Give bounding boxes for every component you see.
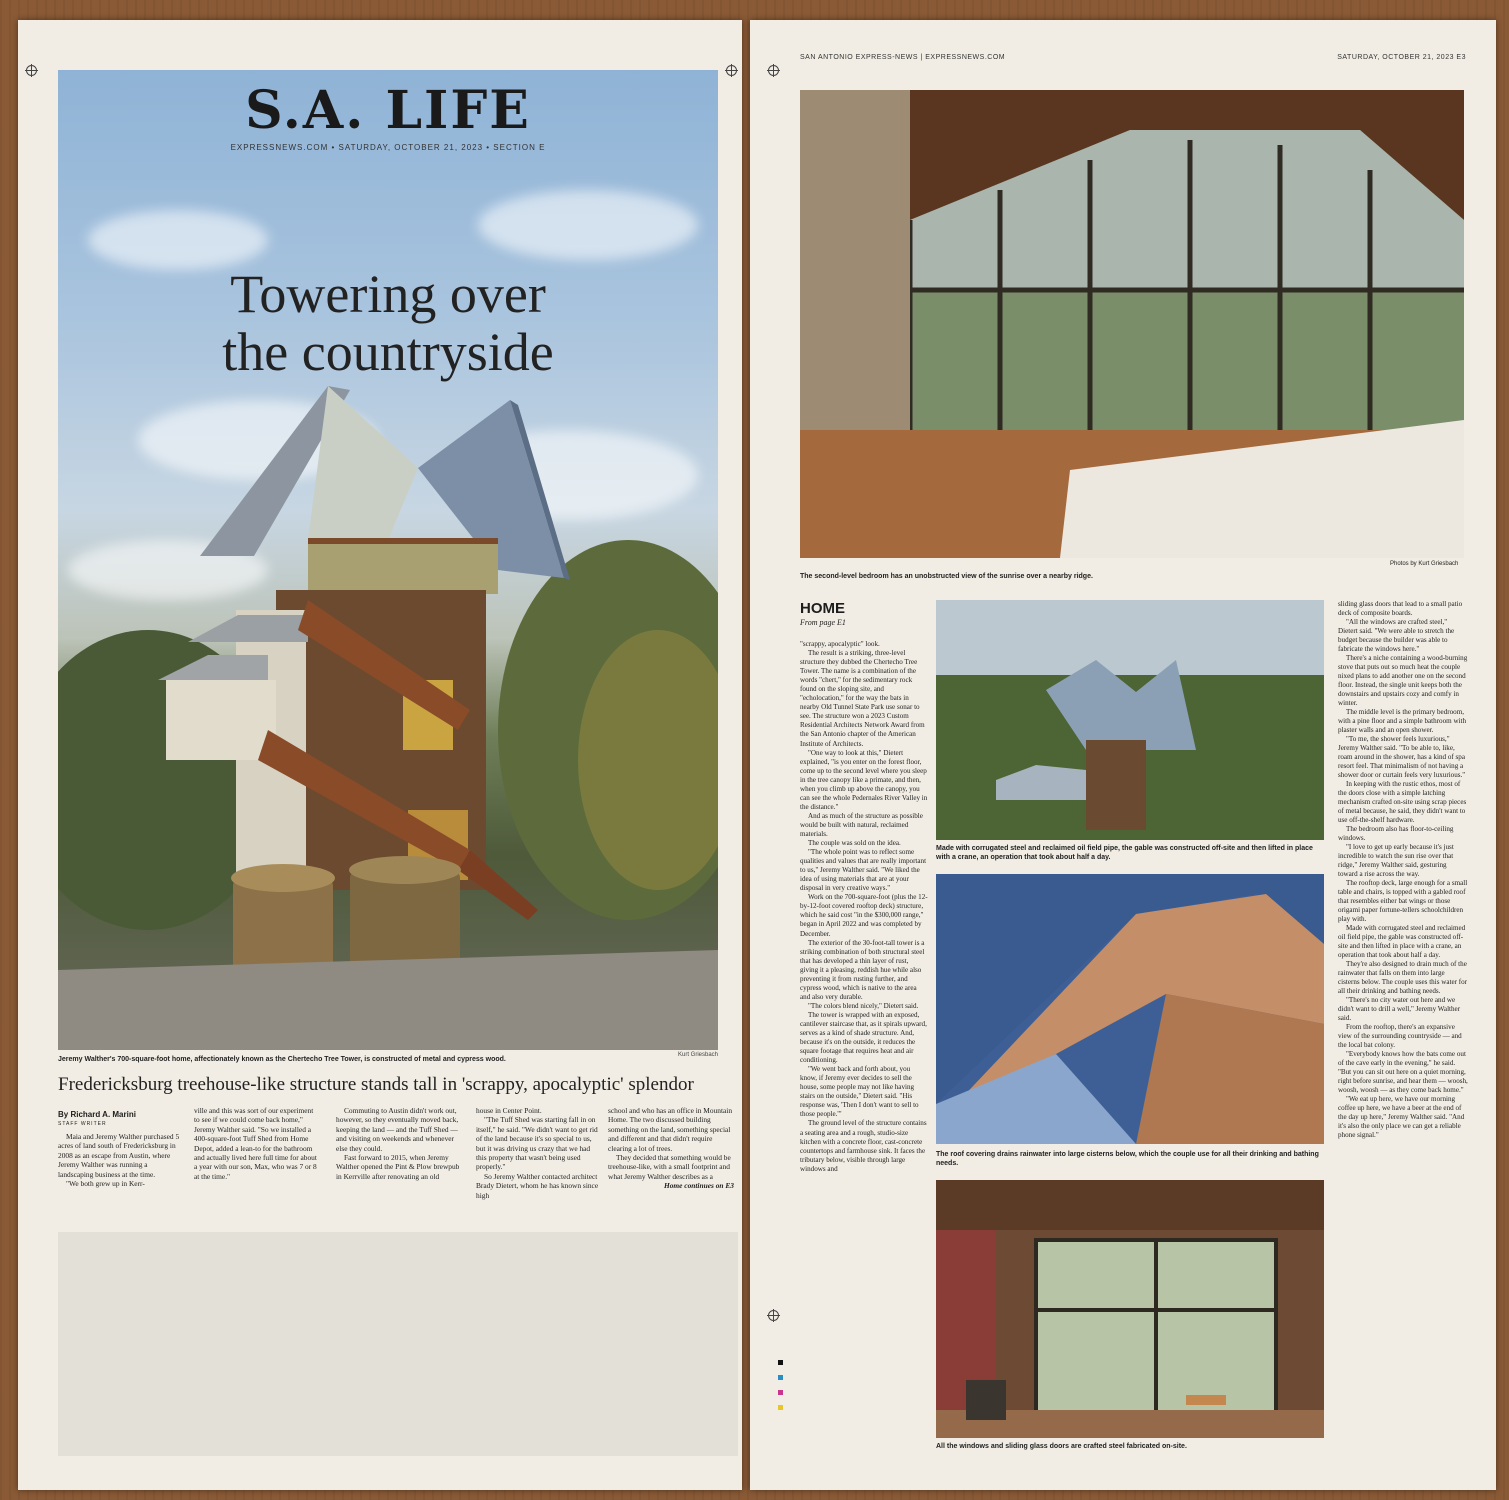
article-column-right bbox=[1338, 600, 1468, 1140]
paragraph: "The colors blend nicely," Dietert said. bbox=[808, 1001, 919, 1010]
color-bar-magenta bbox=[778, 1390, 783, 1395]
paragraph: In keeping with the rustic ethos, most of the doors close with a simple latching mechanism crafted on-site using scrap pieces of metal because, he said, they didn't want to use off-the-shelf hardware. bbox=[1338, 780, 1467, 824]
paragraph: "There's no city water out here and we didn't want to drill a well," Jeremy Walther said. bbox=[1338, 996, 1461, 1022]
section-title: S.A. LIFE bbox=[245, 80, 531, 141]
paragraph: "All the windows are crafted steel," Dietert said. "We were able to stretch the budget because the builder was able to fabricate the windows here." bbox=[1338, 618, 1455, 653]
paragraph: The ground level of the structure contains a seating area and a rough, studio-size kitchen with a concrete floor, cast-concrete countertops and farmhouse sink. It faces the tributary below, visible through large windows and bbox=[800, 1119, 927, 1173]
paragraph: "The Tuff Shed was starting fall in on itself," he said. "We didn't want to get rid of the land because it's so special to us, but it was driving us crazy that we had this property that wasn't being used properly." bbox=[476, 1115, 598, 1172]
paragraph: "We both grew up in Kerr- bbox=[66, 1179, 145, 1189]
blank-ad-space bbox=[58, 1232, 738, 1456]
paragraph: From the rooftop, there's an expansive view of the surrounding countryside — and the local bat colony. bbox=[1338, 1023, 1462, 1049]
byline: By Richard A. Marini bbox=[58, 1110, 136, 1119]
article-column-4 bbox=[476, 1106, 602, 1200]
cover-photo bbox=[58, 70, 718, 1050]
from-page-label: From page E1 bbox=[800, 618, 846, 627]
left-newspaper-page bbox=[18, 20, 742, 1490]
paragraph: Commuting to Austin didn't work out, however, so they eventually moved back, keeping the land — and the Tuff Shed — and visiting on weekends and whenever else they could. bbox=[336, 1106, 459, 1153]
paragraph: The result is a striking, three-level structure they dubbed the Chertecho Tree Tower. The name is a combination of the words "chert," for the sedimentary rock found on the sloping site, and "echolocation," for the way the bats in nearby Old Tunnel State Park use sonar to see. The structure won a 2023 Custom Residential Architects Network Award from the San Antonio chapter of the American Institute of Architects. bbox=[800, 649, 925, 748]
tower-aerial-photo bbox=[936, 600, 1324, 840]
paragraph: house in Center Point. bbox=[476, 1106, 542, 1115]
color-bar-black bbox=[778, 1360, 783, 1365]
photo-credit: Kurt Griesbach bbox=[678, 1052, 719, 1058]
photo-caption: Jeremy Walther's 700-square-foot home, affectionately known as the Chertecho Tree Tower, is constructed of metal and cypress wood. bbox=[58, 1056, 506, 1063]
subhead: Fredericksburg treehouse-like structure stands tall in 'scrappy, apocalyptic' splendor bbox=[58, 1074, 694, 1095]
color-bar-yellow bbox=[778, 1405, 783, 1410]
paragraph: The tower is wrapped with an exposed, cantilever staircase that, as it spirals upward, serves as a kind of shade structure. And, because it's on the outside, it reduces the square footage that requires heat and air conditioning. bbox=[800, 1010, 927, 1065]
roof-underside-photo bbox=[936, 874, 1324, 1144]
paragraph: Fast forward to 2015, when Jeremy Walther opened the Pint & Plow brewpub in Kerrville after renovating an old bbox=[336, 1153, 460, 1181]
registration-mark bbox=[768, 65, 779, 76]
paragraph: The exterior of the 30-foot-tall tower is a striking combination of both structural steel that has developed a thin layer of rust, giving it a pleasing, reddish hue while also preventing it from rusting further, and cypress wood, which is native to the area and also very durable. bbox=[800, 938, 925, 1001]
paragraph: The bedroom also has floor-to-ceiling windows. bbox=[1338, 825, 1454, 842]
paragraph: "scrappy, apocalyptic" look. bbox=[800, 640, 880, 648]
masthead bbox=[58, 70, 718, 152]
page-header-left: SAN ANTONIO EXPRESS-NEWS | EXPRESSNEWS.COM bbox=[800, 54, 1006, 61]
paragraph: "We eat up here, we have our morning coffee up here, we have a beer at the end of the day up here," Jeremy Walther said. "And it's also the only place we can get a reliable phone signal." bbox=[1338, 1095, 1465, 1139]
paragraph: school and who has an office in Mountain Home. The two discussed building something on the land, something special and different and that didn't require clearing a lot of trees. bbox=[608, 1106, 733, 1153]
paragraph: "I love to get up early because it's just incredible to watch the sun rise over that ridge," Jeremy Walther said, gesturing toward a rise across the way. bbox=[1338, 843, 1454, 878]
paragraph: ville and this was sort of our experiment to see if we could come back home," Jeremy Walther said. "So we installed a 400-square-foot Tuff Shed from Home Depot, added a lean-to for the bathroom and actually lived here full time for about a year with our son, Max, who was 7 or 8 at the time." bbox=[194, 1106, 317, 1181]
paragraph: They decided that something would be treehouse-like, with a small footprint and what Jeremy Walther describes as a bbox=[608, 1153, 731, 1181]
byline-role: STAFF WRITER bbox=[58, 1121, 107, 1127]
paragraph: "One way to look at this," Dietert explained, "is you enter on the forest floor, come up to the second level where you sleep in the tree canopy like a primate, and then, when you climb up above the canopy, you can see the whole Pedernales River Valley in the distance." bbox=[800, 748, 928, 811]
article-column-3 bbox=[336, 1106, 462, 1181]
headline-line-1: Towering over bbox=[230, 264, 546, 324]
headline-line-2: the countryside bbox=[222, 322, 554, 382]
headline bbox=[58, 265, 718, 381]
article-column-1 bbox=[58, 1132, 184, 1188]
paragraph: "Everybody knows how the bats come out of the cave early in the evening," he said. "But you can sit out here on a quiet morning, right before sunrise, and hear them — woosh, woosh, woosh — as they come back home." bbox=[1338, 1050, 1468, 1094]
paragraph: The rooftop deck, large enough for a small table and chairs, is topped with a gabled roof that resembles either bat wings or those origami paper fortune-tellers schoolchildren play with. bbox=[1338, 879, 1468, 923]
page-header-right: SATURDAY, OCTOBER 21, 2023 E3 bbox=[1337, 54, 1466, 61]
registration-mark bbox=[26, 65, 37, 76]
tower-house-illustration bbox=[58, 70, 718, 1050]
paragraph: So Jeremy Walther contacted architect Brady Dietert, whom he has known since high bbox=[476, 1171, 599, 1200]
registration-mark bbox=[768, 1310, 779, 1321]
photo-credit: Photos by Kurt Griesbach bbox=[1390, 561, 1459, 567]
living-room-photo bbox=[936, 1180, 1324, 1438]
paragraph: "The whole point was to reflect some qualities and values that are really important to us," Jeremy Walther said. "We liked the idea of using materials that are at your disposal in very creative ways." bbox=[800, 848, 927, 893]
paragraph: Made with corrugated steel and reclaimed oil field pipe, the gable was constructed off-site and then lifted in place with a crane, an operation that took about half a day. bbox=[1338, 924, 1466, 959]
article-column-left bbox=[800, 640, 928, 1174]
paragraph: Work on the 700-square-foot (plus the 12-by-12-foot covered rooftop deck) structure, which he said cost "in the $300,000 range," began in April 2022 and was completed by December. bbox=[800, 893, 928, 938]
paragraph: They're also designed to drain much of the rainwater that falls on them into large cisterns below. The couple uses this water for all their drinking and bathing needs. bbox=[1338, 960, 1468, 995]
photo-caption-top: The second-level bedroom has an unobstructed view of the sunrise over a nearby ridge. bbox=[800, 573, 1093, 580]
paragraph: sliding glass doors that lead to a small patio deck of composite boards. bbox=[1338, 600, 1463, 617]
article-column-2 bbox=[194, 1106, 320, 1181]
photo-caption-mid-1: Made with corrugated steel and reclaimed oil field pipe, the gable was constructed off-site and then lifted in place with a crane, an operation that took about half a day. bbox=[936, 845, 1313, 861]
bedroom-photo bbox=[800, 90, 1464, 558]
paragraph: Maia and Jeremy Walther purchased 5 acres of land south of Fredericksburg in 2008 as an escape from Austin, where Jeremy Walther was running a landscaping business at the time. bbox=[58, 1132, 180, 1179]
section-heading: HOME bbox=[800, 600, 845, 617]
jump-line: Home continues on E3 bbox=[663, 1181, 734, 1191]
paragraph: "To me, the shower feels luxurious," Jeremy Walther said. "To be able to, like, roam around in the shower, has a kind of spa resort feel. That minimalism of not having a shower door or curtain feels very luxurious." bbox=[1338, 735, 1466, 779]
photo-caption-bottom: All the windows and sliding glass doors are crafted steel fabricated on-site. bbox=[936, 1443, 1187, 1450]
registration-mark bbox=[726, 65, 737, 76]
article-column-5 bbox=[608, 1106, 734, 1191]
color-bar-cyan bbox=[778, 1375, 783, 1380]
paragraph: There's a niche containing a wood-burning stove that puts out so much heat the couple nixed plans to add another one on the second floor. Instead, the single unit keeps both the downstairs and upstairs cozy and comfy in winter. bbox=[1338, 654, 1468, 707]
paragraph: The couple was sold on the idea. bbox=[808, 839, 901, 848]
paragraph: The middle level is the primary bedroom, with a pine floor and a simple bathroom with plaster walls and an open shower. bbox=[1338, 708, 1467, 734]
right-newspaper-page bbox=[750, 20, 1496, 1490]
paragraph: "We went back and forth about, you know, if Jeremy ever decides to sell the house, some people may not like having stairs on the outside," Dietert said. "His response was, 'Then I don't want to sell to those people.'" bbox=[800, 1065, 919, 1119]
paragraph: And as much of the structure as possible would be built with natural, reclaimed materials. bbox=[800, 811, 923, 838]
dateline: EXPRESSNEWS.COM • SATURDAY, OCTOBER 21, 2023 • SECTION E bbox=[230, 143, 546, 152]
photo-caption-mid-2: The roof covering drains rainwater into large cisterns below, which the couple use for all their drinking and bathing needs. bbox=[936, 1151, 1319, 1167]
